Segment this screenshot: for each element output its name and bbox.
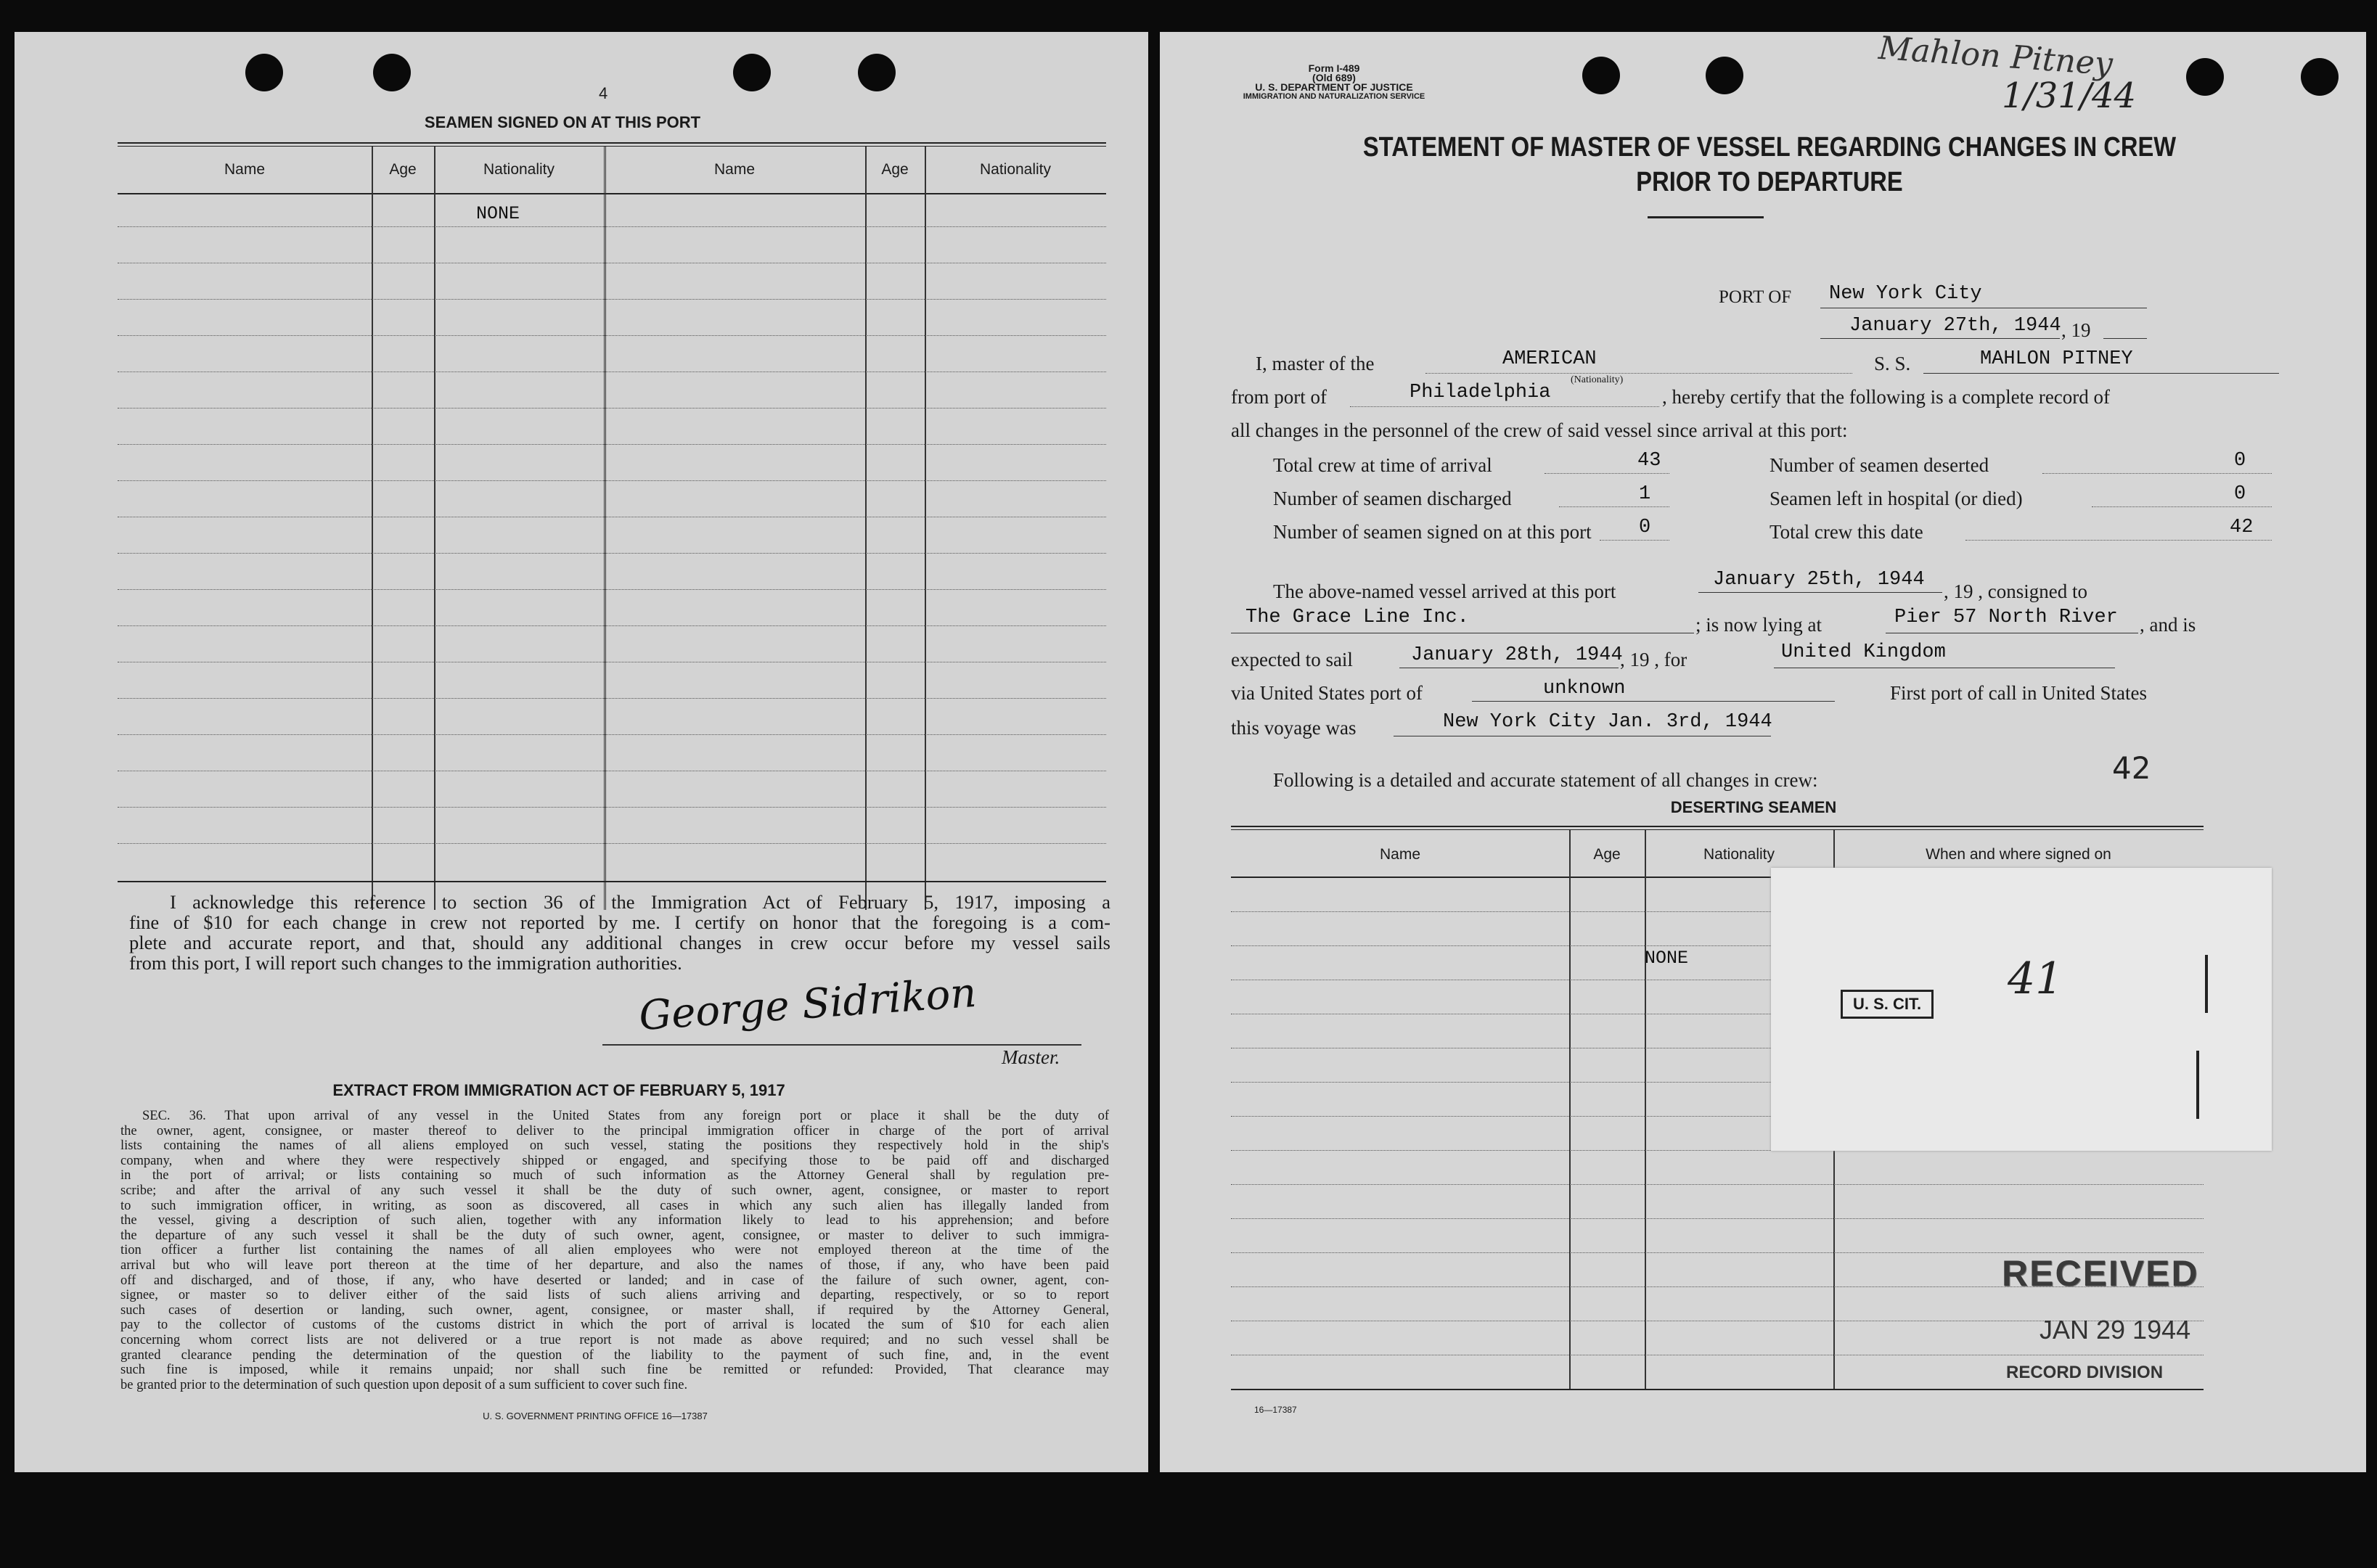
- left-page: [15, 32, 1148, 1472]
- nationality-value: AMERICAN: [1502, 348, 1597, 370]
- statute-line: pay to the collector of customs of the customs district in which the port of arrival is located the sum of $10 for each alien: [120, 1318, 1109, 1333]
- punch-hole: [1582, 57, 1620, 94]
- table-row: [118, 299, 1106, 300]
- statute-line: to such immigration officer, in writing, as soon as discovered, all cases in which any such alien has illegally landed from: [120, 1198, 1109, 1213]
- col-nationality: Nationality: [1703, 846, 1775, 863]
- statute-line: granted clearance pending the determination of the question of the liability to the payment of such fine, and, in the event: [120, 1347, 1109, 1363]
- page-number: 4: [599, 84, 608, 102]
- col-age: Age: [1593, 846, 1621, 863]
- col-nationality: Nationality: [483, 161, 555, 178]
- col-name: Name: [224, 161, 266, 178]
- first-port-value: New York City Jan. 3rd, 1944: [1443, 711, 1772, 733]
- col-when-where: When and where signed on: [1926, 846, 2111, 863]
- col-name: Name: [1379, 846, 1421, 863]
- statute-line: off and discharged, and of those, if any, who have deserted or landed; and in case of the failure of such owner, agent, con-: [120, 1273, 1109, 1288]
- date-suffix: , 19: [2061, 319, 2091, 341]
- ack-line: plete and accurate report, and that, should any additional changes in crew occur before my vessel sails: [129, 932, 1110, 953]
- stat-value: 42: [2230, 517, 2254, 538]
- arrived-date: January 25th, 1944: [1713, 569, 1925, 591]
- attached-slip: [1771, 868, 2272, 1151]
- statute-line: such cases of desertion or landing, such owner, agent, consignee, or master shall, if required by the Attorney General,: [120, 1302, 1109, 1318]
- statute-line: be granted prior to the determination of such question upon deposit of a sum sufficient to cover such fine.: [120, 1377, 688, 1392]
- handwritten-date-note: 1/31/44: [2002, 75, 2137, 116]
- printer-note: U. S. GOVERNMENT PRINTING OFFICE 16—17387: [483, 1411, 708, 1421]
- sail-date: January 28th, 1944: [1411, 644, 1623, 666]
- statute-line: the vessel, giving a description of such alien, together with any information likely to lead to his apprehension; and before: [120, 1213, 1109, 1228]
- berth: Pier 57 North River: [1894, 607, 2118, 628]
- received-stamp: RECEIVED: [2002, 1253, 2199, 1294]
- statute-line: SEC. 36. That upon arrival of any vessel in the United States from any foreign port or place it shall be the duty of: [142, 1109, 1109, 1123]
- expected-label: expected to sail: [1231, 649, 1353, 670]
- table-row: [118, 698, 1106, 699]
- stat-label: Seamen left in hospital (or died): [1770, 488, 2023, 509]
- statute-line: the departure of any such vessel it shall be the duty of such owner, agent, consignee, or master to deliver to such immigra-: [120, 1228, 1109, 1243]
- punch-hole: [858, 54, 896, 91]
- destination: United Kingdom: [1781, 641, 1946, 663]
- statute-line: in the port of arrival; or lists containing so much of such information as the Attorney General shall by regulation pre-: [120, 1168, 1109, 1183]
- lying-at-label: ; is now lying at: [1695, 614, 1822, 636]
- via-label: via United States port of: [1231, 682, 1423, 704]
- statute-line: tion officer a further list containing the names of all alien employees who were not employed thereon at the time of the: [120, 1243, 1109, 1258]
- first-port-label: First port of call in United States: [1890, 682, 2147, 704]
- arrived-label: The above-named vessel arrived at this port: [1273, 580, 1616, 602]
- deserting-title: DESERTING SEAMEN: [1670, 798, 1837, 816]
- table-row: [118, 807, 1106, 808]
- signature-caption: Master.: [1002, 1046, 1060, 1068]
- stat-value: 1: [1639, 483, 1651, 505]
- form-subtitle: PRIOR TO DEPARTURE: [1636, 167, 1903, 197]
- for-label: , 19 , for: [1620, 649, 1687, 670]
- from-port-label: from port of: [1231, 386, 1327, 408]
- certify-line2: all changes in the personnel of the crew of said vessel since arrival at this port:: [1231, 419, 1848, 441]
- form-footer: 16—17387: [1254, 1405, 1297, 1415]
- record-division-stamp: RECORD DIVISION: [2006, 1363, 2164, 1382]
- handwritten-vessel-note: Mahlon Pitney: [1877, 29, 2114, 83]
- table-row: [118, 480, 1106, 481]
- statute-line: such fine is imposed, while it remains unpaid; nor shall such fine be remitted or refunded: Provided, That clearance may: [120, 1363, 1109, 1378]
- table-row: [118, 625, 1106, 626]
- table-row: [118, 843, 1106, 844]
- stat-value: 0: [2234, 450, 2246, 472]
- col-age: Age: [389, 161, 417, 178]
- from-port-value: Philadelphia: [1410, 382, 1551, 403]
- stat-label: Number of seamen signed on at this port: [1273, 521, 1592, 543]
- following-label: Following is a detailed and accurate statement of all changes in crew:: [1273, 769, 1818, 791]
- table-row: [118, 553, 1106, 554]
- stat-value: 0: [2234, 483, 2246, 505]
- consignee: The Grace Line Inc.: [1245, 607, 1469, 628]
- form-header: Form I-489 (Old 689) U. S. DEPARTMENT OF JUSTICE IMMIGRATION AND NATURALIZATION SERVICE: [1243, 62, 1425, 101]
- col-age-2: Age: [881, 161, 909, 178]
- received-date-stamp: JAN 29 1944: [2040, 1315, 2191, 1345]
- stat-label: Number of seamen discharged: [1273, 488, 1512, 509]
- table-row: [118, 444, 1106, 445]
- table-row: [118, 734, 1106, 735]
- date-value: January 27th, 1944: [1849, 315, 2061, 337]
- stat-label: Total crew this date: [1770, 521, 1923, 543]
- ack-line: fine of $10 for each change in crew not reported by me. I certify on honor that the foregoing is a com-: [129, 911, 1110, 933]
- handwritten-41: 41: [2008, 953, 2063, 1004]
- punch-hole: [1706, 57, 1743, 94]
- stat-label: Total crew at time of arrival: [1273, 454, 1492, 476]
- master-signature: George Sidrikon: [637, 969, 978, 1040]
- statute-line: company, when and where they were respectively shipped or engaged, and specifying those to be paid off and discharged: [120, 1153, 1109, 1168]
- table-row: [118, 589, 1106, 590]
- voyage-label: this voyage was: [1231, 717, 1357, 739]
- table-row: [118, 408, 1106, 409]
- stat-value: 0: [1639, 517, 1651, 538]
- statute-line: arrival but who will leave port thereon at the time of her departure, and also the names of those, if any, who have been paid: [120, 1257, 1109, 1273]
- statute-line: lists containing the names of all aliens employed on such vessel, stating the positions they respectively hold in the ship's: [120, 1138, 1109, 1154]
- handwritten-crew-count: 42: [2112, 750, 2151, 786]
- table-row: [118, 335, 1106, 336]
- acknowledgement: [129, 892, 1110, 973]
- master-of-label: I, master of the: [1256, 353, 1375, 374]
- ack-line: I acknowledge this reference to section 36 of the Immigration Act of February 5, 1917, imposing a: [170, 891, 1110, 913]
- entry-nationality: NONE: [476, 203, 520, 224]
- and-is-label: , and is: [2140, 614, 2196, 636]
- punch-hole: [733, 54, 771, 91]
- table-row: [1231, 1184, 2204, 1185]
- left-title: SEAMEN SIGNED ON AT THIS PORT: [424, 113, 701, 131]
- ss-label: S. S.: [1874, 353, 1911, 374]
- via-value: unknown: [1543, 678, 1626, 699]
- col-name-2: Name: [713, 161, 756, 178]
- col-nationality-2: Nationality: [979, 161, 1052, 178]
- port-value: New York City: [1829, 283, 1982, 305]
- us-citizen-stamp: U. S. CIT.: [1841, 990, 1934, 1019]
- punch-hole: [373, 54, 411, 91]
- table-row: [1231, 1218, 2204, 1219]
- statute-line: the owner, agent, consignee, or master thereof to deliver to the principal immigration officer in charge of the port of arrival: [120, 1123, 1109, 1138]
- statute-line: scribe; and after the arrival of any such vessel it shall be the duty of such owner, agent, consignee, or master to report: [120, 1183, 1109, 1198]
- punch-hole: [2301, 58, 2339, 96]
- right-page: [1160, 29, 2366, 1472]
- ack-line: from this port, I will report such changes to the immigration authorities.: [129, 952, 682, 974]
- stat-value: 43: [1637, 450, 1661, 472]
- consigned-label: , 19 , consigned to: [1944, 580, 2087, 602]
- form-title: STATEMENT OF MASTER OF VESSEL REGARDING CHANGES IN CREW: [1362, 132, 2177, 163]
- statute-line: concerning whom correct lists are not delivered or a true report is not made as above required; and no such vessel shall be: [120, 1332, 1109, 1347]
- punch-hole: [245, 54, 283, 91]
- ship-name: MAHLON PITNEY: [1980, 348, 2133, 370]
- nationality-caption: (Nationality): [1571, 374, 1624, 385]
- statute-text: [120, 1109, 1109, 1392]
- punch-hole: [2186, 58, 2224, 96]
- table-row: [118, 226, 1106, 227]
- statute-line: signee, or master so to deliver either of the said lists of such aliens arriving and departing, respectively, or so to report: [120, 1288, 1109, 1303]
- extract-title: EXTRACT FROM IMMIGRATION ACT OF FEBRUARY 5, 1917: [332, 1081, 785, 1099]
- port-label: PORT OF: [1719, 287, 1792, 307]
- stat-label: Number of seamen deserted: [1770, 454, 1989, 476]
- deserting-nationality: NONE: [1645, 948, 1689, 969]
- certify-text: , hereby certify that the following is a complete record of: [1662, 386, 2111, 408]
